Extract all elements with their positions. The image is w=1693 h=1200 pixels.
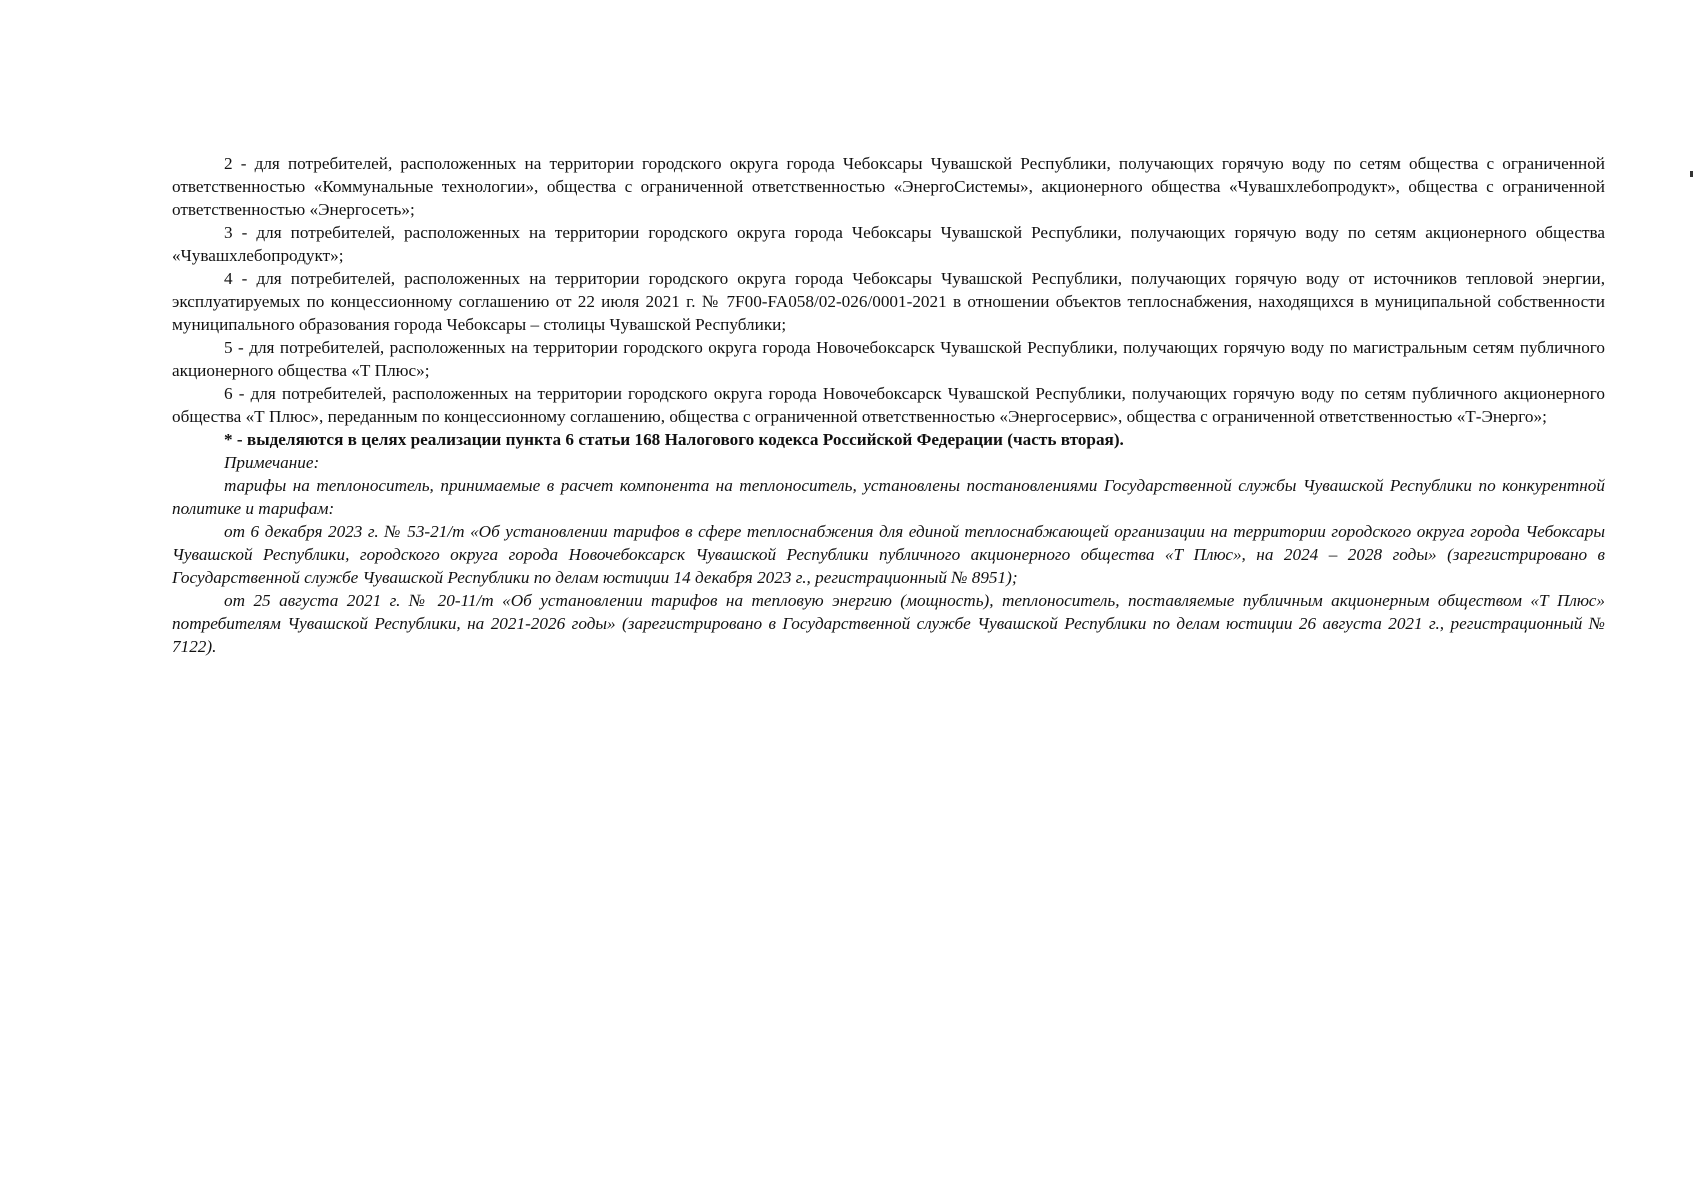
consumer-group-2: 2 - для потребителей, расположенных на территории городского округа города Чебоксары Чувашской Республики, получающих горячую воду по сетям общества с ограниченной ответственностью «Коммунальные технологии», общества с ограниченной ответственностью «ЭнергоСистемы», акционерного общества «Чувашхлебопродукт», общества с ограниченной ответственностью «Энергосеть»; <box>172 154 1605 219</box>
vat-footnote: * - выделяются в целях реализации пункта 6 статьи 168 Налогового кодекса Российской Федерации (часть вторая). <box>224 430 1124 449</box>
document-page <box>172 152 1605 658</box>
consumer-group-5: 5 - для потребителей, расположенных на территории городского округа города Новочебоксарск Чувашской Республики, получающих горячую воду по магистральным сетям публичного акционерного общества «Т Плюс»; <box>172 338 1605 380</box>
note-resolution-2023: от 6 декабря 2023 г. № 53-21/т «Об установлении тарифов в сфере теплоснабжения для единой теплоснабжающей организации на территории городского округа города Чебоксары Чувашской Республики, городского округа города Новочебоксарск Чувашской Республики публичного акционерного общества «Т Плюс», на 2024 – 2028 годы» (зарегистрировано в Государственной службе Чувашской Республики по делам юстиции 14 декабря 2023 г., регистрационный № 8951); <box>172 522 1605 587</box>
note-tariffs-intro: тарифы на теплоноситель, принимаемые в расчет компонента на теплоноситель, установлены постановлениями Государственной службы Чувашской Республики по конкурентной политике и тарифам: <box>172 476 1605 518</box>
consumer-group-3: 3 - для потребителей, расположенных на территории городского округа города Чебоксары Чувашской Республики, получающих горячую воду по сетям акционерного общества «Чувашхлебопродукт»; <box>172 223 1605 265</box>
note-resolution-2021: от 25 августа 2021 г. № 20-11/т «Об установлении тарифов на тепловую энергию (мощность), теплоноситель, поставляемые публичным акционерным обществом «Т Плюс» потребителям Чувашской Республики, на 2021-2026 годы» (зарегистрировано в Государственной службе Чувашской Республики по делам юстиции 26 августа 2021 г., регистрационный № 7122). <box>172 591 1605 656</box>
note-heading: Примечание: <box>224 453 320 472</box>
consumer-group-4: 4 - для потребителей, расположенных на территории городского округа города Чебоксары Чувашской Республики, получающих горячую воду от источников тепловой энергии, эксплуатируемых по концессионному соглашению от 22 июля 2021 г. № 7F00-FA058/02-026/0001-2021 в отношении объектов теплоснабжения, находящихся в муниципальной собственности муниципального образования города Чебоксары – столицы Чувашской Республики; <box>172 269 1605 334</box>
consumer-group-6: 6 - для потребителей, расположенных на территории городского округа города Новочебоксарск Чувашской Республики, получающих горячую воду по сетям публичного акционерного общества «Т Плюс», переданным по концессионному соглашению, общества с ограниченной ответственностью «Энергосервис», общества с ограниченной ответственностью «Т-Энерго»; <box>172 384 1605 426</box>
